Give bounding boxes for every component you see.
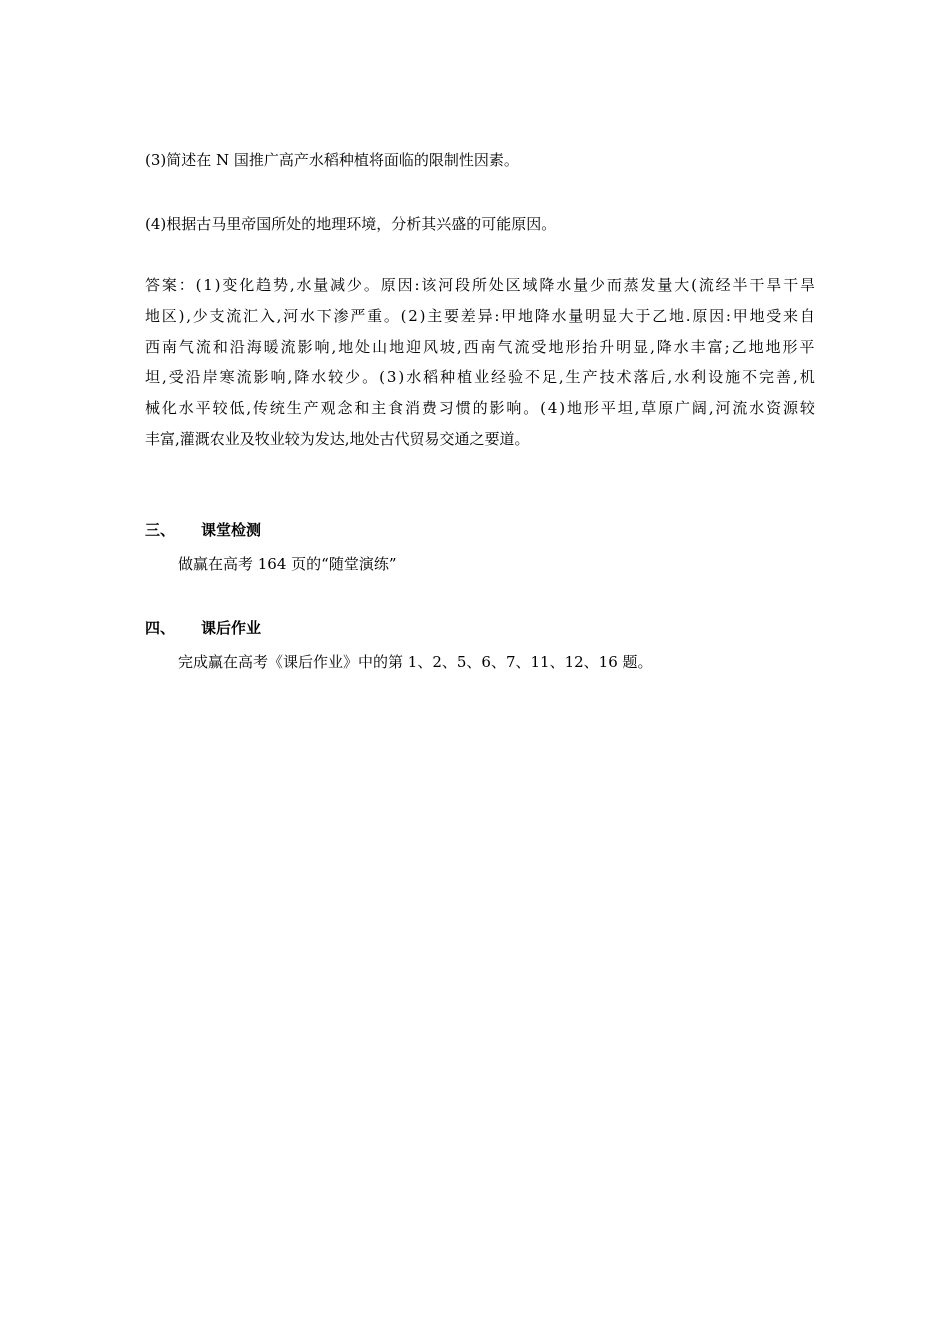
section-4-heading [145, 618, 261, 638]
answer-line-3: 西 南 气 流 和 沿 海 暖 流 影 响 , 地 处 山 地 迎 风 坡 , 西 南 气 流 受 地 形 抬 升 明 显 , 降 水 丰 富 ; 乙 地 地 形 平 [145, 337, 815, 356]
section-3-text: 做赢在高考 164 页的“随堂演练” [178, 555, 397, 573]
section-3-title: 课堂检测 [201, 521, 262, 539]
section-3-heading [145, 520, 261, 540]
question-4: (4)根据古马里帝国所处的地理环境，分析其兴盛的可能原因。 [145, 215, 557, 233]
section-4-title: 课后作业 [201, 619, 262, 637]
answer-line-4: 坦 , 受 沿 岸 寒 流 影 响 , 降 水 较 少 。 ( 3 ) 水 稻 种 植 业 经 验 不 足 , 生 产 技 术 落 后 , 水 利 设 施 不 完 善 , 机 [145, 368, 815, 387]
answer-line-5: 械 化 水 平 较 低 , 传 统 生 产 观 念 和 主 食 消 费 习 惯 的 影 响 。 ( 4 ) 地 形 平 坦 , 草 原 广 阔 , 河 流 水 资 源 较 [145, 399, 815, 418]
answer-line-2: 地 区 ) , 少 支 流 汇 入 , 河 水 下 渗 严 重 。 ( 2 ) 主 要 差 异 : 甲 地 降 水 量 明 显 大 于 乙 地 . 原 因 : 甲 地 受 来 自 [145, 306, 815, 325]
section-4-number: 四、 [145, 619, 176, 637]
answer-line-6: 丰富,灌溉农业及牧业较为发达,地处古代贸易交通之要道。 [145, 429, 530, 448]
answer-block [145, 270, 815, 455]
answer-line-1: 答 案 ： ( 1 ) 变 化 趋 势 , 水 量 减 少 。 原 因 : 该 河 段 所 处 区 域 降 水 量 少 而 蒸 发 量 大 ( 流 经 半 干 旱 干 旱 [145, 276, 815, 294]
question-3: (3)简述在 N 国推广高产水稻种植将面临的限制性因素。 [145, 151, 519, 169]
section-3-number: 三、 [145, 521, 176, 539]
section-4-text: 完成赢在高考《课后作业》中的第 1、2、5、6、7、11、12、16 题。 [178, 653, 653, 671]
